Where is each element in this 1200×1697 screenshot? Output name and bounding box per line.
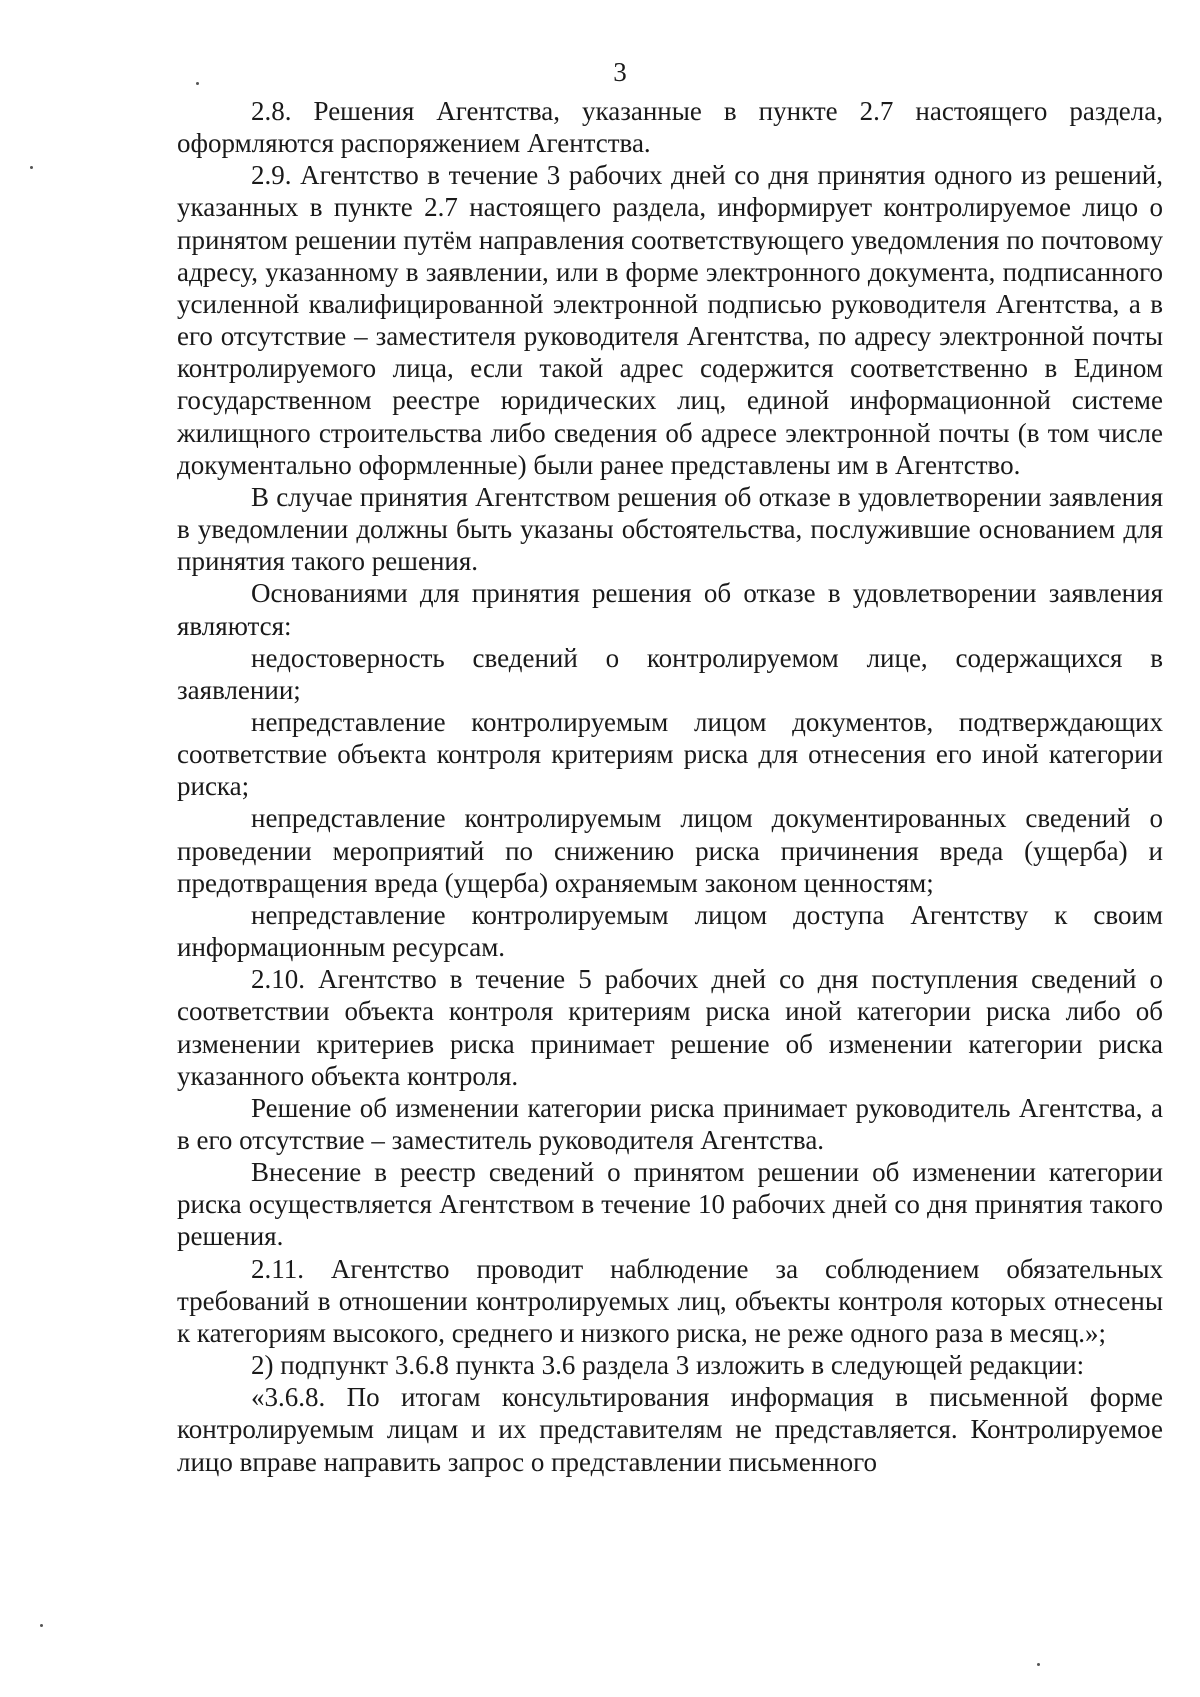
paragraph-3-6-8: «3.6.8. По итогам консультирования информация в письменной форме контролируемым лицам и их представителям не представляется. Контролируемое лицо вправе направить запрос о представлении письменного	[177, 1382, 1163, 1477]
paragraph-refusal-grounds: Основаниями для принятия решения об отказе в удовлетворении заявления являются:	[177, 578, 1163, 641]
ground-item-3: непредставление контролируемым лицом документированных сведений о проведении мероприятий по снижению риска причинения вреда (ущерба) и предотвращения вреда (ущерба) охраняемым законом ценностям;	[177, 803, 1163, 898]
scan-speck	[30, 166, 33, 169]
paragraph-registry-entry: Внесение в реестр сведений о принятом решении об изменении категории риска осуществляется Агентством в течение 10 рабочих дней со дня принятия такого решения.	[177, 1157, 1163, 1252]
paragraph-risk-decision: Решение об изменении категории риска принимает руководитель Агентства, а в его отсутствие – заместитель руководителя Агентства.	[177, 1092, 1163, 1155]
paragraph-2-11: 2.11. Агентство проводит наблюдение за соблюдением обязательных требований в отношении контролируемых лиц, объекты контроля которых отнесены к категориям высокого, среднего и низкого риска, не реже одного раза в месяц.»;	[177, 1253, 1163, 1348]
page-number: 3	[613, 57, 627, 87]
paragraph-2-10: 2.10. Агентство в течение 5 рабочих дней со дня поступления сведений о соответствии объекта контроля критериям риска иной категории риска либо об изменении критериев риска принимает решение об изменении категории риска указанного объекта контроля.	[177, 964, 1163, 1091]
scan-speck	[40, 1624, 43, 1627]
paragraph-refusal-notice: В случае принятия Агентством решения об отказе в удовлетворении заявления в уведомлении должны быть указаны обстоятельства, послужившие основанием для принятия такого решения.	[177, 481, 1163, 577]
ground-item-2: непредставление контролируемым лицом документов, подтверждающих соответствие объекта контроля критериям риска для отнесения его иной категории риска;	[177, 706, 1163, 802]
scan-speck	[1037, 1663, 1040, 1666]
paragraph-2-9: 2.9. Агентство в течение 3 рабочих дней со дня принятия одного из решений, указанных в пункте 2.7 настоящего раздела, информирует контролируемое лицо о принятом решении путём направления соответствующего уведомления по почтовому адресу, указанному в заявлении, или в форме электронного документа, подписанного усиленной квалифицированной электронной подписью руководителя Агентства, а в его отсутствие – заместителя руководителя Агентства, по адресу электронной почты контролируемого лица, если такой адрес содержится соответственно в Едином государственном реестре юридических лиц, единой информационной системе жилищного строительства либо сведения об адресе электронной почты (в том числе документально оформленные) были ранее представлены им в Агентство.	[177, 160, 1163, 480]
document-body	[177, 95, 1163, 1478]
ground-item-4: непредставление контролируемым лицом доступа Агентству к своим информационным ресурсам.	[177, 899, 1163, 963]
paragraph-amendment-2: 2) подпункт 3.6.8 пункта 3.6 раздела 3 изложить в следующей редакции:	[251, 1350, 1085, 1381]
scan-speck	[196, 82, 199, 85]
paragraph-2-8: 2.8. Решения Агентства, указанные в пункте 2.7 настоящего раздела, оформляются распоряжением Агентства.	[177, 96, 1163, 159]
ground-item-1: недостоверность сведений о контролируемом лице, содержащихся в заявлении;	[177, 642, 1163, 705]
